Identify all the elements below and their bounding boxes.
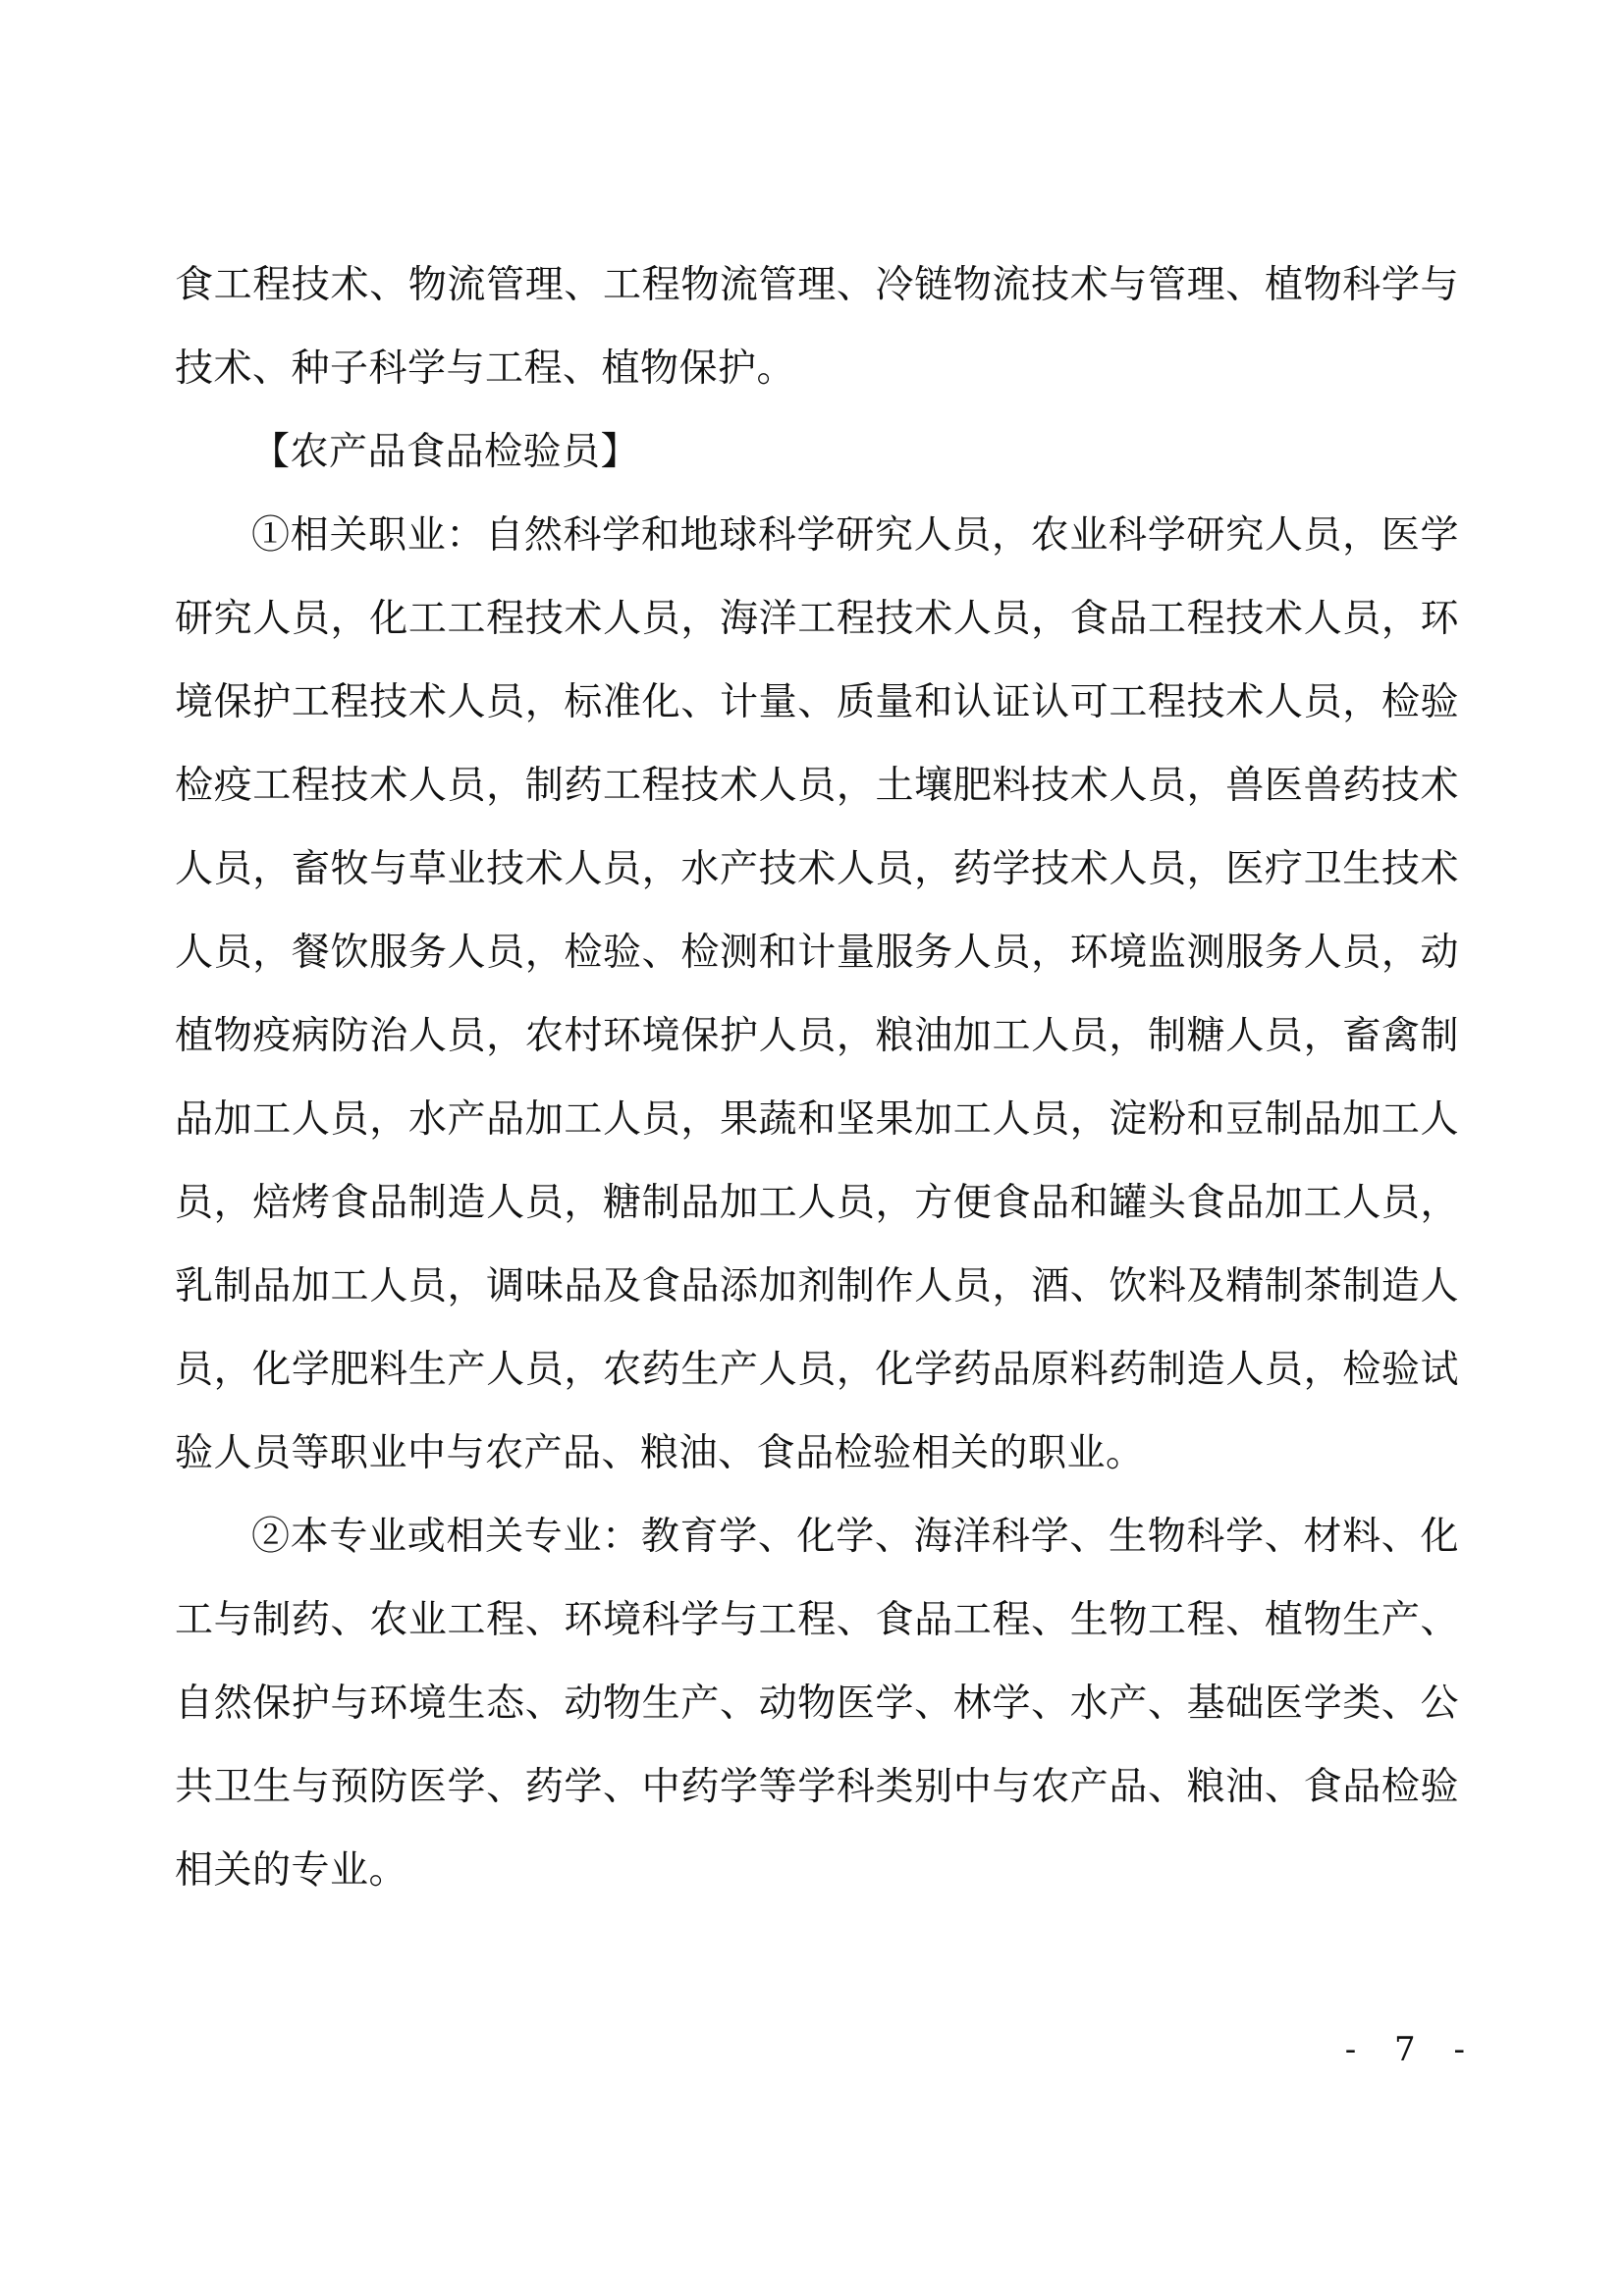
document-body [175,243,1459,1912]
page-number: - 7 - [1344,2030,1479,2069]
section-heading: 【农产品食品检验员】 [251,430,640,474]
continuation-paragraph: 食工程技术、物流管理、工程物流管理、冷链物流技术与管理、植物科学与技术、种子科学与工程、植物保护。 [175,263,1459,391]
related-majors-paragraph: ②本专业或相关专业：教育学、化学、海洋科学、生物科学、材料、化工与制药、农业工程、环境科学与工程、食品工程、生物工程、植物生产、自然保护与环境生态、动物生产、动物医学、林学、水产、基础医学类、公共卫生与预防医学、药学、中药学等学科类别中与农产品、粮油、食品检验相关的专业。 [175,1515,1459,1893]
related-occupations-paragraph: ①相关职业：自然科学和地球科学研究人员，农业科学研究人员，医学研究人员，化工工程技术人员，海洋工程技术人员，食品工程技术人员，环境保护工程技术人员，标准化、计量、质量和认证认可工程技术人员，检验检疫工程技术人员，制药工程技术人员，土壤肥料技术人员，兽医兽药技术人员，畜牧与草业技术人员，水产技术人员，药学技术人员，医疗卫生技术人员，餐饮服务人员，检验、检测和计量服务人员，环境监测服务人员，动植物疫病防治人员，农村环境保护人员，粮油加工人员，制糖人员，畜禽制品加工人员，水产品加工人员，果蔬和坚果加工人员，淀粉和豆制品加工人员，焙烤食品制造人员，糖制品加工人员，方便食品和罐头食品加工人员，乳制品加工人员，调味品及食品添加剂制作人员，酒、饮料及精制茶制造人员，化学肥料生产人员，农药生产人员，化学药品原料药制造人员，检验试验人员等职业中与农产品、粮油、食品检验相关的职业。 [175,513,1459,1475]
